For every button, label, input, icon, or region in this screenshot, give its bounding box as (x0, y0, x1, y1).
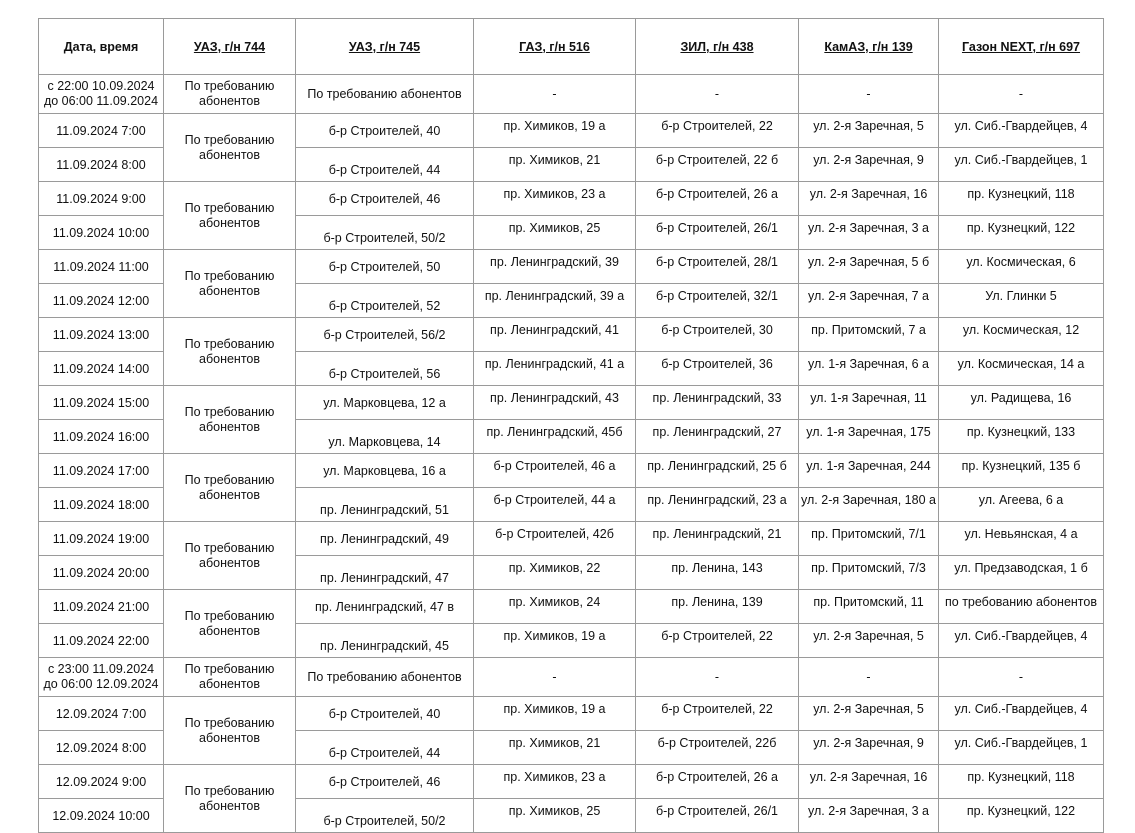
date-cell: 11.09.2024 10:00 (39, 216, 164, 250)
gazon-697-cell: ул. Невьянская, 4 а (939, 522, 1104, 556)
uaz-744-cell: По требованию абонентов (164, 658, 296, 697)
table-row (39, 182, 1104, 216)
uaz-744-cell: По требованию абонентов (164, 454, 296, 522)
kamaz-139-cell: пр. Притомский, 7/3 (799, 556, 939, 590)
gaz-516-cell: пр. Ленинградский, 41 (474, 318, 636, 352)
uaz-745-cell: б-р Строителей, 50 (296, 250, 474, 284)
uaz-745-cell: б-р Строителей, 46 (296, 182, 474, 216)
zil-438-cell: пр. Ленинградский, 33 (636, 386, 799, 420)
table-row (39, 658, 1104, 697)
gaz-516-cell: - (474, 75, 636, 114)
zil-438-cell: б-р Строителей, 22 (636, 697, 799, 731)
uaz-745-cell: б-р Строителей, 46 (296, 765, 474, 799)
kamaz-139-cell: ул. 1-я Заречная, 244 (799, 454, 939, 488)
uaz-745-cell: пр. Ленинградский, 49 (296, 522, 474, 556)
zil-438-cell: б-р Строителей, 30 (636, 318, 799, 352)
gazon-697-cell: пр. Кузнецкий, 133 (939, 420, 1104, 454)
zil-438-cell: пр. Ленинградский, 23 а (636, 488, 799, 522)
gaz-516-cell: пр. Химиков, 19 а (474, 114, 636, 148)
gazon-697-cell: пр. Кузнецкий, 118 (939, 765, 1104, 799)
kamaz-139-cell: пр. Притомский, 11 (799, 590, 939, 624)
date-cell: 11.09.2024 13:00 (39, 318, 164, 352)
gazon-697-cell: ул. Космическая, 12 (939, 318, 1104, 352)
uaz-744-cell: По требованию абонентов (164, 75, 296, 114)
kamaz-139-cell: - (799, 75, 939, 114)
kamaz-139-cell: ул. 2-я Заречная, 9 (799, 148, 939, 182)
kamaz-139-cell: пр. Притомский, 7/1 (799, 522, 939, 556)
kamaz-139-cell: ул. 2-я Заречная, 16 (799, 182, 939, 216)
gazon-697-cell: ул. Космическая, 14 а (939, 352, 1104, 386)
zil-438-cell: б-р Строителей, 28/1 (636, 250, 799, 284)
gazon-697-cell: ул. Сиб.-Гвардейцев, 4 (939, 114, 1104, 148)
kamaz-139-cell: ул. 2-я Заречная, 5 (799, 624, 939, 658)
gazon-697-cell: - (939, 658, 1104, 697)
kamaz-139-cell: ул. 2-я Заречная, 9 (799, 731, 939, 765)
header-uaz-745 (296, 19, 474, 75)
kamaz-139-cell: пр. Притомский, 7 а (799, 318, 939, 352)
uaz-744-cell: По требованию абонентов (164, 386, 296, 454)
gazon-697-cell: пр. Кузнецкий, 135 б (939, 454, 1104, 488)
gazon-697-cell: по требованию абонентов (939, 590, 1104, 624)
table-row (39, 590, 1104, 624)
kamaz-139-cell: ул. 2-я Заречная, 16 (799, 765, 939, 799)
uaz-744-cell: По требованию абонентов (164, 765, 296, 833)
kamaz-139-cell: ул. 1-я Заречная, 6 а (799, 352, 939, 386)
uaz-745-cell: б-р Строителей, 44 (296, 731, 474, 765)
gaz-516-cell: пр. Ленинградский, 45б (474, 420, 636, 454)
zil-438-cell: б-р Строителей, 32/1 (636, 284, 799, 318)
zil-438-cell: б-р Строителей, 26/1 (636, 799, 799, 833)
gaz-516-cell: пр. Химиков, 25 (474, 216, 636, 250)
uaz-745-cell: ул. Марковцева, 12 а (296, 386, 474, 420)
uaz-745-cell: б-р Строителей, 52 (296, 284, 474, 318)
gazon-697-cell: ул. Сиб.-Гвардейцев, 1 (939, 148, 1104, 182)
uaz-744-cell: По требованию абонентов (164, 250, 296, 318)
gaz-516-cell: пр. Ленинградский, 39 а (474, 284, 636, 318)
header-gazon-697 (939, 19, 1104, 75)
zil-438-cell: пр. Ленинградский, 25 б (636, 454, 799, 488)
gaz-516-cell: б-р Строителей, 44 а (474, 488, 636, 522)
date-cell: 11.09.2024 22:00 (39, 624, 164, 658)
kamaz-139-cell: ул. 2-я Заречная, 180 а (799, 488, 939, 522)
gaz-516-cell: пр. Химиков, 19 а (474, 697, 636, 731)
date-cell: 11.09.2024 11:00 (39, 250, 164, 284)
date-cell: 12.09.2024 8:00 (39, 731, 164, 765)
date-cell: 12.09.2024 7:00 (39, 697, 164, 731)
date-cell: 11.09.2024 20:00 (39, 556, 164, 590)
zil-438-cell: - (636, 658, 799, 697)
header-gazon-697-label: Газон NEXT, г/н 697 (961, 39, 1081, 54)
gazon-697-cell: Ул. Глинки 5 (939, 284, 1104, 318)
uaz-744-cell: По требованию абонентов (164, 318, 296, 386)
table-row (39, 765, 1104, 799)
header-zil-438-label: ЗИЛ, г/н 438 (680, 39, 754, 54)
gaz-516-cell: пр. Ленинградский, 41 а (474, 352, 636, 386)
gazon-697-cell: - (939, 75, 1104, 114)
zil-438-cell: б-р Строителей, 26 а (636, 182, 799, 216)
date-cell: 11.09.2024 8:00 (39, 148, 164, 182)
date-cell: 11.09.2024 15:00 (39, 386, 164, 420)
zil-438-cell: б-р Строителей, 22б (636, 731, 799, 765)
date-cell: 11.09.2024 14:00 (39, 352, 164, 386)
date-cell: с 23:00 11.09.2024 до 06:00 12.09.2024 (39, 658, 164, 697)
gaz-516-cell: пр. Химиков, 24 (474, 590, 636, 624)
gaz-516-cell: пр. Химиков, 19 а (474, 624, 636, 658)
kamaz-139-cell: ул. 2-я Заречная, 3 а (799, 799, 939, 833)
table-row (39, 386, 1104, 420)
gazon-697-cell: пр. Кузнецкий, 122 (939, 799, 1104, 833)
header-zil-438 (636, 19, 799, 75)
kamaz-139-cell: ул. 2-я Заречная, 5 б (799, 250, 939, 284)
kamaz-139-cell: - (799, 658, 939, 697)
uaz-745-cell: пр. Ленинградский, 45 (296, 624, 474, 658)
gaz-516-cell: пр. Химиков, 22 (474, 556, 636, 590)
zil-438-cell: пр. Ленина, 139 (636, 590, 799, 624)
gaz-516-cell: пр. Ленинградский, 39 (474, 250, 636, 284)
uaz-744-cell: По требованию абонентов (164, 182, 296, 250)
header-gaz-516-label: ГАЗ, г/н 516 (519, 39, 590, 54)
uaz-745-cell: По требованию абонентов (296, 658, 474, 697)
header-row (39, 19, 1104, 75)
date-cell: 11.09.2024 12:00 (39, 284, 164, 318)
zil-438-cell: пр. Ленинградский, 21 (636, 522, 799, 556)
zil-438-cell: пр. Ленина, 143 (636, 556, 799, 590)
gaz-516-cell: пр. Химиков, 23 а (474, 182, 636, 216)
date-cell: 11.09.2024 19:00 (39, 522, 164, 556)
kamaz-139-cell: ул. 2-я Заречная, 7 а (799, 284, 939, 318)
uaz-744-cell: По требованию абонентов (164, 522, 296, 590)
table-row (39, 522, 1104, 556)
uaz-745-cell: пр. Ленинградский, 47 (296, 556, 474, 590)
uaz-745-cell: пр. Ленинградский, 51 (296, 488, 474, 522)
gazon-697-cell: пр. Кузнецкий, 122 (939, 216, 1104, 250)
uaz-745-cell: ул. Марковцева, 14 (296, 420, 474, 454)
table-row (39, 318, 1104, 352)
uaz-745-cell: б-р Строителей, 56 (296, 352, 474, 386)
gaz-516-cell: пр. Химиков, 25 (474, 799, 636, 833)
gazon-697-cell: ул. Предзаводская, 1 б (939, 556, 1104, 590)
gaz-516-cell: пр. Химиков, 23 а (474, 765, 636, 799)
uaz-745-cell: б-р Строителей, 40 (296, 697, 474, 731)
header-kamaz-139 (799, 19, 939, 75)
uaz-745-cell: б-р Строителей, 44 (296, 148, 474, 182)
zil-438-cell: б-р Строителей, 22 б (636, 148, 799, 182)
header-kamaz-139-label: КамАЗ, г/н 139 (824, 39, 913, 54)
table-row (39, 697, 1104, 731)
header-gaz-516 (474, 19, 636, 75)
uaz-745-cell: б-р Строителей, 40 (296, 114, 474, 148)
date-cell: 11.09.2024 7:00 (39, 114, 164, 148)
zil-438-cell: б-р Строителей, 26/1 (636, 216, 799, 250)
gazon-697-cell: ул. Сиб.-Гвардейцев, 4 (939, 697, 1104, 731)
gazon-697-cell: ул. Агеева, 6 а (939, 488, 1104, 522)
kamaz-139-cell: ул. 2-я Заречная, 5 (799, 697, 939, 731)
gaz-516-cell: б-р Строителей, 46 а (474, 454, 636, 488)
date-cell: с 22:00 10.09.2024 до 06:00 11.09.2024 (39, 75, 164, 114)
date-cell: 11.09.2024 21:00 (39, 590, 164, 624)
zil-438-cell: б-р Строителей, 22 (636, 624, 799, 658)
uaz-745-cell: ул. Марковцева, 16 а (296, 454, 474, 488)
header-uaz-744-label: УАЗ, г/н 744 (193, 39, 266, 54)
gaz-516-cell: - (474, 658, 636, 697)
kamaz-139-cell: ул. 1-я Заречная, 175 (799, 420, 939, 454)
gaz-516-cell: пр. Химиков, 21 (474, 148, 636, 182)
table-row (39, 454, 1104, 488)
uaz-745-cell: б-р Строителей, 56/2 (296, 318, 474, 352)
zil-438-cell: пр. Ленинградский, 27 (636, 420, 799, 454)
uaz-744-cell: По требованию абонентов (164, 697, 296, 765)
date-cell: 12.09.2024 10:00 (39, 799, 164, 833)
schedule-table (38, 18, 1104, 833)
uaz-745-cell: б-р Строителей, 50/2 (296, 799, 474, 833)
uaz-745-cell: пр. Ленинградский, 47 в (296, 590, 474, 624)
gaz-516-cell: пр. Химиков, 21 (474, 731, 636, 765)
gazon-697-cell: ул. Радищева, 16 (939, 386, 1104, 420)
date-cell: 11.09.2024 18:00 (39, 488, 164, 522)
header-uaz-744 (164, 19, 296, 75)
zil-438-cell: б-р Строителей, 36 (636, 352, 799, 386)
kamaz-139-cell: ул. 1-я Заречная, 11 (799, 386, 939, 420)
date-cell: 11.09.2024 17:00 (39, 454, 164, 488)
schedule-body (39, 75, 1104, 833)
gaz-516-cell: пр. Ленинградский, 43 (474, 386, 636, 420)
date-cell: 11.09.2024 16:00 (39, 420, 164, 454)
uaz-744-cell: По требованию абонентов (164, 590, 296, 658)
table-row (39, 75, 1104, 114)
uaz-745-cell: По требованию абонентов (296, 75, 474, 114)
gazon-697-cell: пр. Кузнецкий, 118 (939, 182, 1104, 216)
gazon-697-cell: ул. Сиб.-Гвардейцев, 1 (939, 731, 1104, 765)
header-date: Дата, время (39, 19, 164, 75)
zil-438-cell: - (636, 75, 799, 114)
kamaz-139-cell: ул. 2-я Заречная, 3 а (799, 216, 939, 250)
gaz-516-cell: б-р Строителей, 42б (474, 522, 636, 556)
header-uaz-745-label: УАЗ, г/н 745 (348, 39, 421, 54)
uaz-745-cell: б-р Строителей, 50/2 (296, 216, 474, 250)
table-row (39, 250, 1104, 284)
uaz-744-cell: По требованию абонентов (164, 114, 296, 182)
date-cell: 11.09.2024 9:00 (39, 182, 164, 216)
zil-438-cell: б-р Строителей, 22 (636, 114, 799, 148)
gazon-697-cell: ул. Космическая, 6 (939, 250, 1104, 284)
date-cell: 12.09.2024 9:00 (39, 765, 164, 799)
gazon-697-cell: ул. Сиб.-Гвардейцев, 4 (939, 624, 1104, 658)
table-row (39, 114, 1104, 148)
zil-438-cell: б-р Строителей, 26 а (636, 765, 799, 799)
kamaz-139-cell: ул. 2-я Заречная, 5 (799, 114, 939, 148)
